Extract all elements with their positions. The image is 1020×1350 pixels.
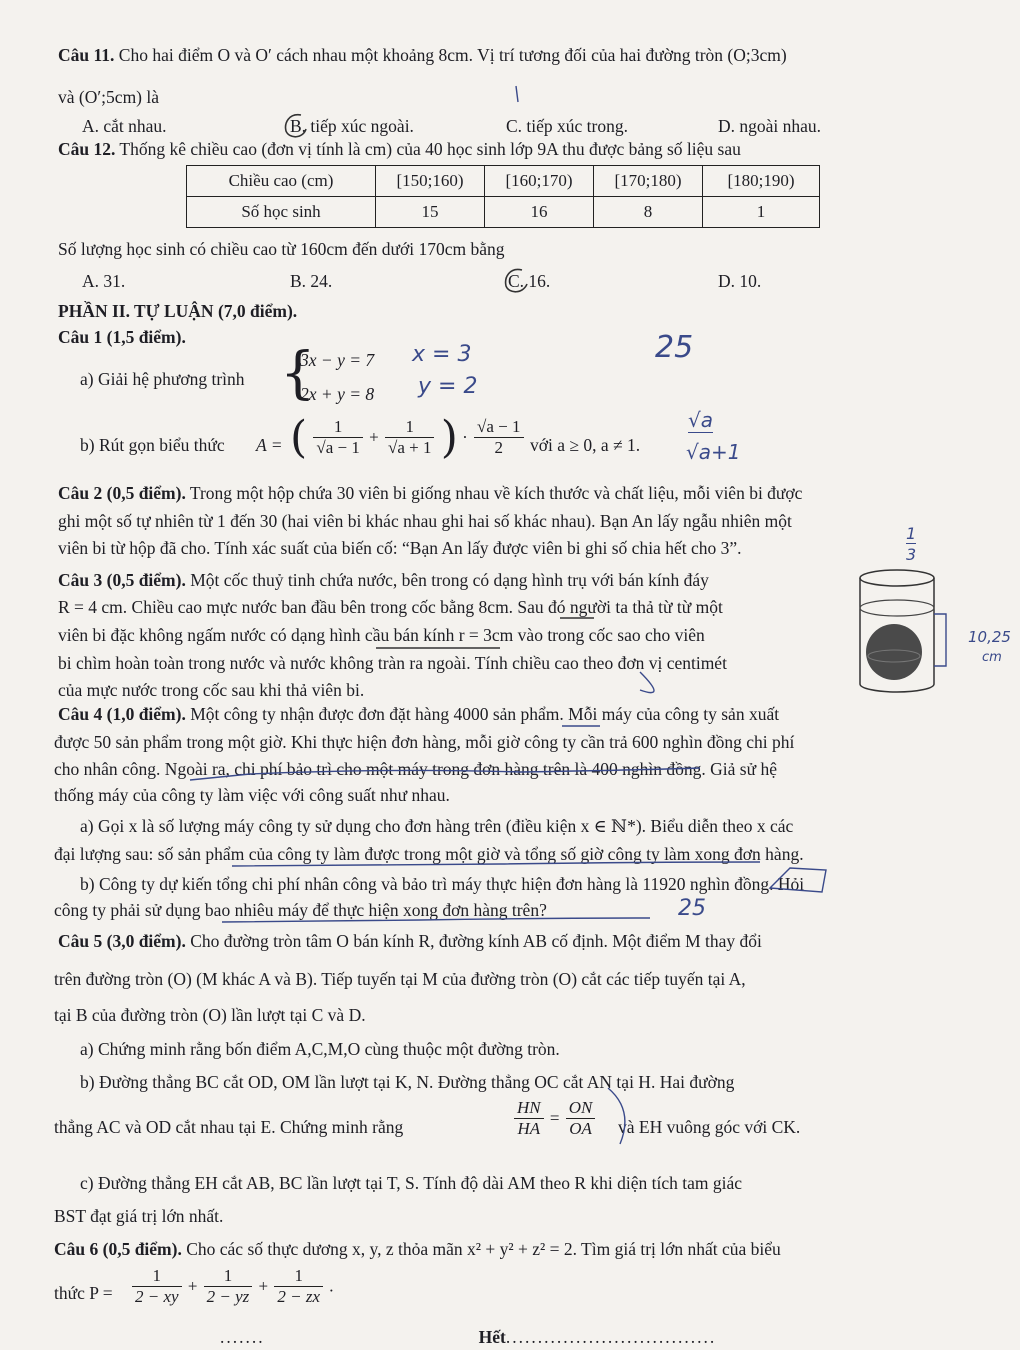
handwritten-prob-den: 3 <box>906 545 917 564</box>
q11-number: Câu 11. <box>58 45 115 65</box>
q11-line1 <box>58 44 787 66</box>
c3-text: Một cốc thuỷ tinh chứa nước, bên trong có dạng hình trụ với bán kính đáy <box>185 570 709 590</box>
c1-a-label: a) Giải hệ phương trình <box>80 369 245 389</box>
c6-line2: thức P = <box>54 1283 113 1303</box>
c4-b-line1: b) Công ty dự kiến tổng chi phí nhân công và bảo trì máy thực hiện đơn hàng là 11920 nghìn đồng. Hỏi <box>80 874 805 894</box>
frac-p3-den: 2 − zx <box>277 1287 321 1306</box>
frac-p2: $\frac{1}{2 - yz}$ <box>204 1266 253 1307</box>
c5-text: Cho đường tròn tâm O bán kính R, đường kính AB cố định. Một điểm M thay đổi <box>185 931 762 951</box>
frac-on-oa <box>566 1098 596 1139</box>
frac-ha: HA <box>517 1119 541 1138</box>
q12-option-a: A. 31. <box>82 271 126 291</box>
handwritten-y: y = 2 <box>418 374 478 399</box>
q12-option-b: B. 24. <box>290 271 333 291</box>
table-cell: 15 <box>376 197 485 228</box>
c4-text: Một công ty nhận được đơn đặt hàng 4000 sản phẩm. Mỗi máy của công ty sản xuất <box>185 704 780 724</box>
c2-line3: viên bi từ hộp đã cho. Tính xác suất của biến cố: “Bạn An lấy được viên bi ghi số chia hết cho 3”. <box>58 538 742 558</box>
c5-b-line1: b) Đường thẳng BC cắt OD, OM lần lượt tại K, N. Đường thẳng OC cắt AN tại H. Hai đường <box>80 1072 735 1092</box>
end-label: Hết <box>478 1327 506 1347</box>
c5-line3: tại B của đường tròn (O) lần lượt tại C và D. <box>54 1005 366 1025</box>
c1-b-condition: với a ≥ 0, a ≠ 1. <box>530 435 641 455</box>
c3-line3: viên bi đặc không ngấm nước có dạng hình cầu bán kính r = 3cm vào trong cốc sao cho viên <box>58 625 705 645</box>
frac-hn-ha <box>514 1098 544 1139</box>
c2-line2: ghi một số tự nhiên từ 1 đến 30 (hai viên bi khác nhau ghi hai số khác nhau). Bạn An lấy ngẫu nhiên một <box>58 511 792 531</box>
q11-option-c: C. tiếp xúc trong. <box>506 116 628 136</box>
footer-end: ....... Hết................................. <box>220 1327 717 1347</box>
c5-b-line2 <box>54 1116 403 1138</box>
frac-p2-den: 2 − yz <box>206 1287 250 1306</box>
q11-text: Cho hai điểm O và O′ cách nhau một khoảng 8cm. Vị trí tương đối của hai đường tròn (O;3cm) <box>114 45 787 65</box>
part2-title: PHẦN II. TỰ LUẬN (7,0 điểm). <box>58 301 298 321</box>
expression-A: ( $\frac{1}{√a - 1}$ + $\frac{1}{√a + 1}$ ) · $\frac{√a - 1}{2}$ <box>290 412 526 463</box>
c1-b-label: b) Rút gọn biểu thức <box>80 435 225 455</box>
table-cell: 16 <box>485 197 594 228</box>
table-cell: [160;170) <box>485 166 594 197</box>
c4-heading: Câu 4 (1,0 điểm). <box>58 704 186 724</box>
frac-1: $\frac{1}{√a - 1}$ <box>313 417 362 458</box>
cylinder-glass-figure <box>852 566 942 698</box>
table-row <box>187 166 820 197</box>
c4-a-line2: đại lượng sau: số sản phẩm của công ty làm được trong một giờ và tổng số giờ công ty làm xong đơn hàng. <box>54 844 804 864</box>
table-cell: Chiều cao (cm) <box>187 166 376 197</box>
c4-line1 <box>58 703 779 725</box>
q12-question: Số lượng học sinh có chiều cao từ 160cm đến dưới 170cm bằng <box>58 239 505 259</box>
q12-number: Câu 12. <box>58 139 116 159</box>
c4-line2: được 50 sản phẩm trong một giờ. Khi thực hiện đơn hàng, mỗi giờ công ty cần trả 600 nghìn đồng chi phí <box>54 732 795 752</box>
c5-a: a) Chứng minh rằng bốn điểm A,C,M,O cùng thuộc một đường tròn. <box>80 1039 560 1059</box>
q12-option-d: D. 10. <box>718 271 762 291</box>
c6-heading: Câu 6 (0,5 điểm). <box>54 1239 182 1259</box>
c3-line5: của mực nước trong cốc sau khi thả viên bi. <box>58 680 365 700</box>
frac-oa: OA <box>569 1119 592 1138</box>
handwritten-prob-num: 1 <box>906 524 917 543</box>
c1-heading: Câu 1 (1,5 điểm). <box>58 327 186 347</box>
frac-3: $\frac{√a - 1}{2}$ <box>474 417 523 458</box>
c5-b2-post: và EH vuông góc với CK. <box>618 1117 801 1137</box>
handwritten-simplified-den: √a+1 <box>686 440 741 464</box>
frac-p1-den: 2 − xy <box>135 1287 179 1306</box>
frac-p3: $\frac{1}{2 - zx}$ <box>274 1266 323 1307</box>
table-row <box>187 197 820 228</box>
c5-line2: trên đường tròn (O) (M khác A và B). Tiếp tuyến tại M của đường tròn (O) cắt các tiếp tuyến tại A, <box>54 969 746 989</box>
c4-b-line2: công ty phải sử dụng bao nhiêu máy để thực hiện xong đơn hàng trên? <box>54 900 547 920</box>
table-cell: 1 <box>703 197 820 228</box>
q12-option-c: C. 16. <box>508 271 551 291</box>
handwritten-x: x = 3 <box>412 342 472 367</box>
equation-1: 3x − y = 7 <box>300 350 375 370</box>
c5-c-line1: c) Đường thẳng EH cắt AB, BC lần lượt tại T, S. Tính độ dài AM theo R khi diện tích tam giác <box>80 1173 743 1193</box>
table-cell: [170;180) <box>594 166 703 197</box>
expression-P: $\frac{1}{2 - xy}$ + $\frac{1}{2 - yz}$ + $\frac{1}{2 - zx}$ . <box>130 1266 334 1307</box>
q11-option-d: D. ngoài nhau. <box>718 116 822 136</box>
ratio-equation: $\frac{HN}{HA}$ = $\frac{ON}{OA}$ <box>512 1098 597 1139</box>
table-cell: Số học sinh <box>187 197 376 228</box>
c5-line1 <box>58 930 762 952</box>
c5-heading: Câu 5 (3,0 điểm). <box>58 931 186 951</box>
c3-heading: Câu 3 (0,5 điểm). <box>58 570 186 590</box>
c2-heading: Câu 2 (0,5 điểm). <box>58 483 186 503</box>
c6-text: Cho các số thực dương x, y, z thỏa mãn x² + y² + z² = 2. Tìm giá trị lớn nhất của biểu <box>181 1239 781 1259</box>
c4-line4: thống máy của công ty làm việc với công suất như nhau. <box>54 785 450 805</box>
height-stats-table <box>186 165 820 228</box>
c3-line4: bi chìm hoàn toàn trong nước và nước không tràn ra ngoài. Tính chiều cao theo đơn vị centimét <box>58 653 727 673</box>
c5-b2-pre: thẳng AC và OD cắt nhau tại E. Chứng minh rằng <box>54 1117 404 1137</box>
table-cell: 8 <box>594 197 703 228</box>
c4-a-line1: a) Gọi x là số lượng máy công ty sử dụng cho đơn hàng trên (điều kiện x ∈ ℕ*). Biểu diễn theo x các <box>80 816 794 836</box>
c3-line1 <box>58 569 709 591</box>
expr-A: A = <box>256 435 283 455</box>
answer-circle-b-icon <box>281 111 311 141</box>
table-cell: [150;160) <box>376 166 485 197</box>
handwritten-height: 10,25 <box>968 628 1011 646</box>
handwritten-unit: cm <box>982 650 1002 665</box>
handwritten-score: 25 <box>655 330 694 365</box>
c4-line3: cho nhân công. Ngoài ra, chi phí bảo trì cho một máy trong đơn hàng trên là 400 nghìn đồng. Giả sử hệ <box>54 759 777 779</box>
equation-2: 2x + y = 8 <box>300 384 375 404</box>
frac-p1: $\frac{1}{2 - xy}$ <box>132 1266 182 1307</box>
answer-circle-c-icon <box>500 265 532 297</box>
table-cell: [180;190) <box>703 166 820 197</box>
q11-option-a: A. cắt nhau. <box>82 116 167 136</box>
c2-line1 <box>58 482 802 504</box>
c5-c-line2: BST đạt giá trị lớn nhất. <box>54 1206 224 1226</box>
q12-line1 <box>58 138 741 160</box>
frac-hn: HN <box>514 1098 544 1119</box>
c2-text: Trong một hộp chứa 30 viên bi giống nhau về kích thước và chất liệu, mỗi viên bi được <box>185 483 803 503</box>
handwritten-simplified-num: √a <box>688 408 713 432</box>
frac-2: $\frac{1}{√a + 1}$ <box>385 417 434 458</box>
system-brace: { <box>280 341 316 406</box>
q12-text: Thống kê chiều cao (đơn vị tính là cm) của 40 học sinh lớp 9A thu được bảng số liệu sau <box>115 139 741 159</box>
q11-option-b: B. tiếp xúc ngoài. <box>290 116 414 136</box>
c6-line1 <box>54 1238 781 1260</box>
frac-on: ON <box>566 1098 596 1119</box>
handwritten-machines: 25 <box>678 896 706 921</box>
q11-line2: và (O′;5cm) là <box>58 87 160 107</box>
c3-line2: R = 4 cm. Chiều cao mực nước ban đầu bên trong cốc bằng 8cm. Sau đó người ta thả từ từ một <box>58 597 723 617</box>
